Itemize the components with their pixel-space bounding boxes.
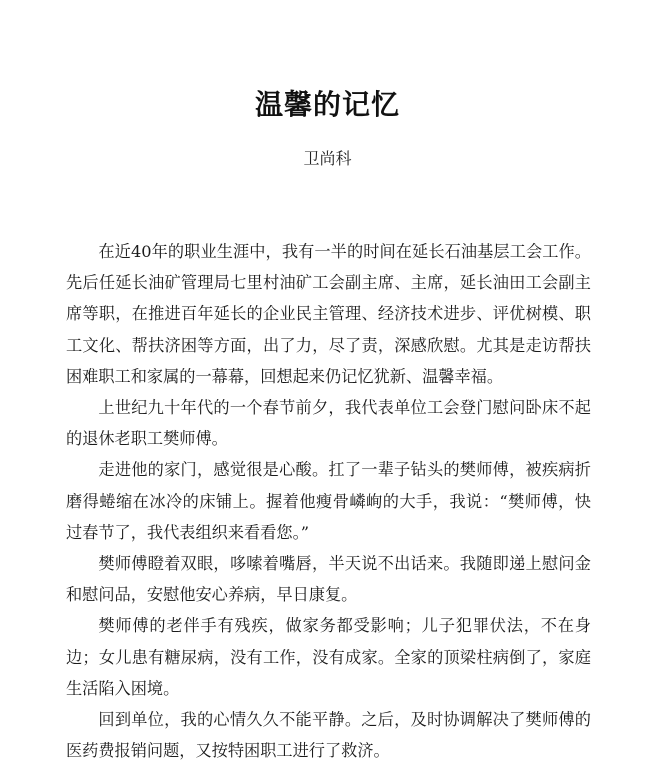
article-title: 温馨的记忆 [254, 87, 400, 121]
paragraph: 在近40年的职业生涯中，我有一半的时间在延长石油基层工会工作。先后任延长油矿管理局七里村油矿工会副主席、主席，延长油田工会副主席等职，在推进百年延长的企业民主管理、经济技术进步、评优树模、职工文化、帮扶济困等方面，出了力，尽了责，深感欣慰。尤其是走访帮扶困难职工和家属的一幕幕，回想起来仍记忆犹新、温馨幸福。 [66, 242, 591, 386]
paragraph: 樊师傅的老伴手有残疾，做家务都受影响；儿子犯罪伏法，不在身边；女儿患有糖尿病，没有工作，没有成家。全家的顶梁柱病倒了，家庭生活陷入困境。 [66, 616, 591, 698]
article-body [66, 236, 591, 766]
article-author: 卫尚科 [303, 149, 352, 168]
paragraph: 樊师傅瞪着双眼，哆嗦着嘴唇，半天说不出话来。我随即递上慰问金和慰问品，安慰他安心养病，早日康复。 [66, 554, 591, 605]
paragraph: 走进他的家门，感觉很是心酸。扛了一辈子钻头的樊师傅，被疾病折磨得蜷缩在冰冷的床铺上。握着他瘦骨嶙峋的大手，我说：“樊师傅，快过春节了，我代表组织来看看您。” [66, 460, 591, 542]
paragraph: 回到单位，我的心情久久不能平静。之后，及时协调解决了樊师傅的医药费报销问题，又按特困职工进行了救济。 [66, 710, 591, 761]
paragraph: 上世纪九十年代的一个春节前夕，我代表单位工会登门慰问卧床不起的退休老职工樊师傅。 [66, 398, 591, 449]
